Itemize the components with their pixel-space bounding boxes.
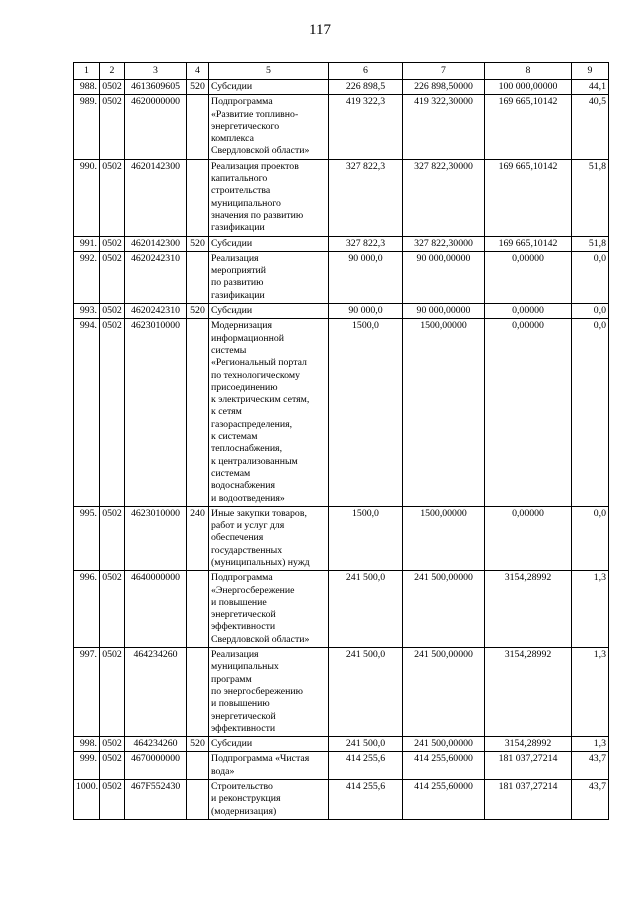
item-name-line: к электрическим сетям, — [211, 394, 310, 406]
item-name-line: «Развитие топливно- — [211, 108, 299, 120]
execution-percent: 44,1 — [572, 80, 609, 95]
amount-approved: 226 898,5 — [329, 80, 403, 95]
item-name-line: Модернизация — [211, 320, 273, 332]
execution-percent: 43,7 — [572, 780, 609, 820]
item-name-line: Субсидии — [211, 738, 253, 750]
item-name — [209, 159, 329, 236]
item-name-line: Свердловской области» — [211, 145, 310, 157]
item-name-line: Иные закупки товаров, — [211, 507, 307, 519]
item-name-line: и повышение — [211, 596, 267, 608]
item-name-line: «Региональный портал — [211, 357, 307, 369]
item-name-line: государственных — [211, 544, 283, 556]
column-header: 4 — [187, 63, 209, 80]
execution-percent: 1,3 — [572, 571, 609, 648]
item-name — [209, 236, 329, 251]
expense-type-code — [187, 319, 209, 506]
item-name-line: энергетической — [211, 609, 276, 621]
item-name-line: Реализация проектов — [211, 160, 299, 172]
item-name-line: (муниципальных) нужд — [211, 556, 310, 568]
amount-executed: 181 037,27214 — [485, 780, 572, 820]
row-number: 992. — [74, 251, 100, 303]
target-article-code: 4623010000 — [125, 319, 187, 506]
execution-percent: 0,0 — [572, 506, 609, 570]
item-name-line: водоснабжения — [211, 480, 275, 492]
table-row — [74, 159, 609, 236]
execution-percent: 0,0 — [572, 251, 609, 303]
item-name-line: информационной — [211, 332, 284, 344]
table-row — [74, 95, 609, 159]
item-name — [209, 80, 329, 95]
item-name-line: Подпрограмма — [211, 96, 273, 108]
amount-approved: 90 000,0 — [329, 304, 403, 319]
column-header: 9 — [572, 63, 609, 80]
item-name-line: Реализация — [211, 649, 259, 661]
execution-percent: 43,7 — [572, 752, 609, 780]
amount-executed: 0,00000 — [485, 251, 572, 303]
section-code: 0502 — [100, 80, 125, 95]
section-code: 0502 — [100, 251, 125, 303]
amount-executed: 100 000,00000 — [485, 80, 572, 95]
item-name-line: газификации — [211, 222, 265, 234]
table-row — [74, 236, 609, 251]
execution-percent: 0,0 — [572, 304, 609, 319]
target-article-code: 4620242310 — [125, 251, 187, 303]
item-name — [209, 571, 329, 648]
section-code: 0502 — [100, 236, 125, 251]
amount-executed: 3154,28992 — [485, 737, 572, 752]
section-code: 0502 — [100, 648, 125, 737]
section-code: 0502 — [100, 752, 125, 780]
row-number: 999. — [74, 752, 100, 780]
execution-percent: 1,3 — [572, 648, 609, 737]
section-code: 0502 — [100, 780, 125, 820]
section-code: 0502 — [100, 319, 125, 506]
expense-type-code — [187, 159, 209, 236]
section-code: 0502 — [100, 571, 125, 648]
item-name — [209, 95, 329, 159]
column-header: 8 — [485, 63, 572, 80]
row-number: 991. — [74, 236, 100, 251]
amount-planned: 419 322,30000 — [403, 95, 485, 159]
amount-executed: 169 665,10142 — [485, 159, 572, 236]
item-name — [209, 319, 329, 506]
row-number: 994. — [74, 319, 100, 506]
expense-type-code: 520 — [187, 236, 209, 251]
table-row — [74, 319, 609, 506]
section-code: 0502 — [100, 95, 125, 159]
amount-approved: 1500,0 — [329, 506, 403, 570]
expense-type-code: 240 — [187, 506, 209, 570]
table-row — [74, 780, 609, 820]
item-name-line: и повышению — [211, 698, 270, 710]
item-name — [209, 251, 329, 303]
target-article-code: 464234260 — [125, 648, 187, 737]
item-name-line: к системам — [211, 431, 258, 443]
amount-planned: 327 822,30000 — [403, 159, 485, 236]
table-row — [74, 251, 609, 303]
item-name-line: Субсидии — [211, 237, 253, 249]
expense-type-code — [187, 780, 209, 820]
execution-percent: 1,3 — [572, 737, 609, 752]
table-row — [74, 304, 609, 319]
amount-planned: 241 500,00000 — [403, 571, 485, 648]
item-name-line: обеспечения — [211, 532, 264, 544]
item-name-line: (модернизация) — [211, 805, 277, 817]
amount-approved: 419 322,3 — [329, 95, 403, 159]
amount-approved: 327 822,3 — [329, 236, 403, 251]
amount-executed: 169 665,10142 — [485, 95, 572, 159]
item-name-line: эффективности — [211, 621, 276, 633]
row-number: 993. — [74, 304, 100, 319]
amount-approved: 327 822,3 — [329, 159, 403, 236]
item-name — [209, 304, 329, 319]
amount-planned: 1500,00000 — [403, 506, 485, 570]
item-name-line: Свердловской области» — [211, 633, 310, 645]
row-number: 997. — [74, 648, 100, 737]
amount-executed: 0,00000 — [485, 506, 572, 570]
target-article-code: 4640000000 — [125, 571, 187, 648]
amount-approved: 414 255,6 — [329, 752, 403, 780]
item-name-line: муниципального — [211, 197, 281, 209]
amount-planned: 90 000,00000 — [403, 304, 485, 319]
column-header: 2 — [100, 63, 125, 80]
item-name-line: мероприятий — [211, 265, 267, 277]
item-name-line: программ — [211, 673, 252, 685]
item-name-line: Строительство — [211, 781, 273, 793]
row-number: 988. — [74, 80, 100, 95]
table-row — [74, 506, 609, 570]
item-name-line: Подпрограмма — [211, 572, 273, 584]
item-name — [209, 648, 329, 737]
item-name-line: Субсидии — [211, 81, 253, 92]
page-number: 117 — [309, 22, 331, 38]
header-row — [74, 63, 609, 80]
target-article-code: 4620142300 — [125, 159, 187, 236]
column-header: 5 — [209, 63, 329, 80]
amount-approved: 241 500,0 — [329, 648, 403, 737]
amount-planned: 414 255,60000 — [403, 752, 485, 780]
amount-executed: 3154,28992 — [485, 648, 572, 737]
column-header: 3 — [125, 63, 187, 80]
table-row — [74, 648, 609, 737]
amount-approved: 241 500,0 — [329, 571, 403, 648]
expense-type-code: 520 — [187, 304, 209, 319]
expense-type-code: 520 — [187, 737, 209, 752]
item-name-line: энергетической — [211, 710, 276, 722]
target-article-code: 467F552430 — [125, 780, 187, 820]
item-name-line: «Энергосбережение — [211, 584, 295, 596]
target-article-code: 4620142300 — [125, 236, 187, 251]
expense-type-code — [187, 251, 209, 303]
row-number: 995. — [74, 506, 100, 570]
item-name-line: значения по развитию — [211, 209, 304, 221]
item-name-line: работ и услуг для — [211, 520, 285, 532]
section-code: 0502 — [100, 304, 125, 319]
section-code: 0502 — [100, 159, 125, 236]
amount-planned: 226 898,50000 — [403, 80, 485, 95]
item-name — [209, 780, 329, 820]
item-name-line: теплоснабжения, — [211, 443, 283, 455]
amount-approved: 1500,0 — [329, 319, 403, 506]
table-row — [74, 571, 609, 648]
item-name-line: и водоотведения» — [211, 492, 285, 504]
amount-planned: 90 000,00000 — [403, 251, 485, 303]
execution-percent: 51,8 — [572, 159, 609, 236]
column-header: 7 — [403, 63, 485, 80]
item-name-line: комплекса — [211, 133, 254, 145]
target-article-code: 4620242310 — [125, 304, 187, 319]
item-name-line: газораспределения, — [211, 418, 293, 430]
target-article-code: 4670000000 — [125, 752, 187, 780]
amount-approved: 414 255,6 — [329, 780, 403, 820]
row-number: 1000. — [74, 780, 100, 820]
expense-type-code — [187, 571, 209, 648]
item-name-line: энергетического — [211, 120, 280, 132]
column-header: 6 — [329, 63, 403, 80]
target-article-code: 464234260 — [125, 737, 187, 752]
expense-type-code — [187, 95, 209, 159]
table-row — [74, 737, 609, 752]
expense-type-code — [187, 648, 209, 737]
amount-executed: 169 665,10142 — [485, 236, 572, 251]
amount-executed: 0,00000 — [485, 319, 572, 506]
amount-executed: 0,00000 — [485, 304, 572, 319]
item-name-line: по энергосбережению — [211, 685, 303, 697]
expense-type-code — [187, 752, 209, 780]
item-name-line: Реализация — [211, 252, 259, 264]
item-name-line: к централизованным — [211, 455, 298, 467]
item-name-line: муниципальных — [211, 661, 279, 673]
section-code: 0502 — [100, 737, 125, 752]
execution-percent: 51,8 — [572, 236, 609, 251]
row-number: 990. — [74, 159, 100, 236]
amount-executed: 3154,28992 — [485, 571, 572, 648]
section-code: 0502 — [100, 506, 125, 570]
item-name — [209, 506, 329, 570]
execution-percent: 40,5 — [572, 95, 609, 159]
item-name-line: эффективности — [211, 722, 276, 734]
item-name-line: газификации — [211, 289, 265, 301]
row-number: 998. — [74, 737, 100, 752]
budget-table — [73, 62, 609, 820]
column-header: 1 — [74, 63, 100, 80]
target-article-code: 4613609605 — [125, 80, 187, 95]
item-name-line: и реконструкция — [211, 793, 281, 805]
amount-approved: 241 500,0 — [329, 737, 403, 752]
table-row — [74, 80, 609, 95]
item-name-line: присоединению — [211, 381, 278, 393]
item-name-line: Подпрограмма «Чистая — [211, 753, 310, 765]
amount-planned: 414 255,60000 — [403, 780, 485, 820]
item-name-line: по развитию — [211, 277, 264, 289]
target-article-code: 4620000000 — [125, 95, 187, 159]
expense-type-code: 520 — [187, 80, 209, 95]
item-name-line: Субсидии — [211, 305, 253, 317]
row-number: 996. — [74, 571, 100, 648]
item-name-line: системы — [211, 344, 247, 356]
amount-planned: 1500,00000 — [403, 319, 485, 506]
item-name — [209, 737, 329, 752]
amount-planned: 327 822,30000 — [403, 236, 485, 251]
amount-approved: 90 000,0 — [329, 251, 403, 303]
amount-executed: 181 037,27214 — [485, 752, 572, 780]
item-name-line: к сетям — [211, 406, 242, 418]
item-name-line: строительства — [211, 185, 271, 197]
table-row — [74, 752, 609, 780]
item-name-line: системам — [211, 467, 251, 479]
item-name-line: капитального — [211, 173, 268, 185]
target-article-code: 4623010000 — [125, 506, 187, 570]
row-number: 989. — [74, 95, 100, 159]
execution-percent: 0,0 — [572, 319, 609, 506]
item-name-line: вода» — [211, 765, 235, 777]
amount-planned: 241 500,00000 — [403, 648, 485, 737]
item-name-line: по технологическому — [211, 369, 300, 381]
amount-planned: 241 500,00000 — [403, 737, 485, 752]
item-name — [209, 752, 329, 780]
